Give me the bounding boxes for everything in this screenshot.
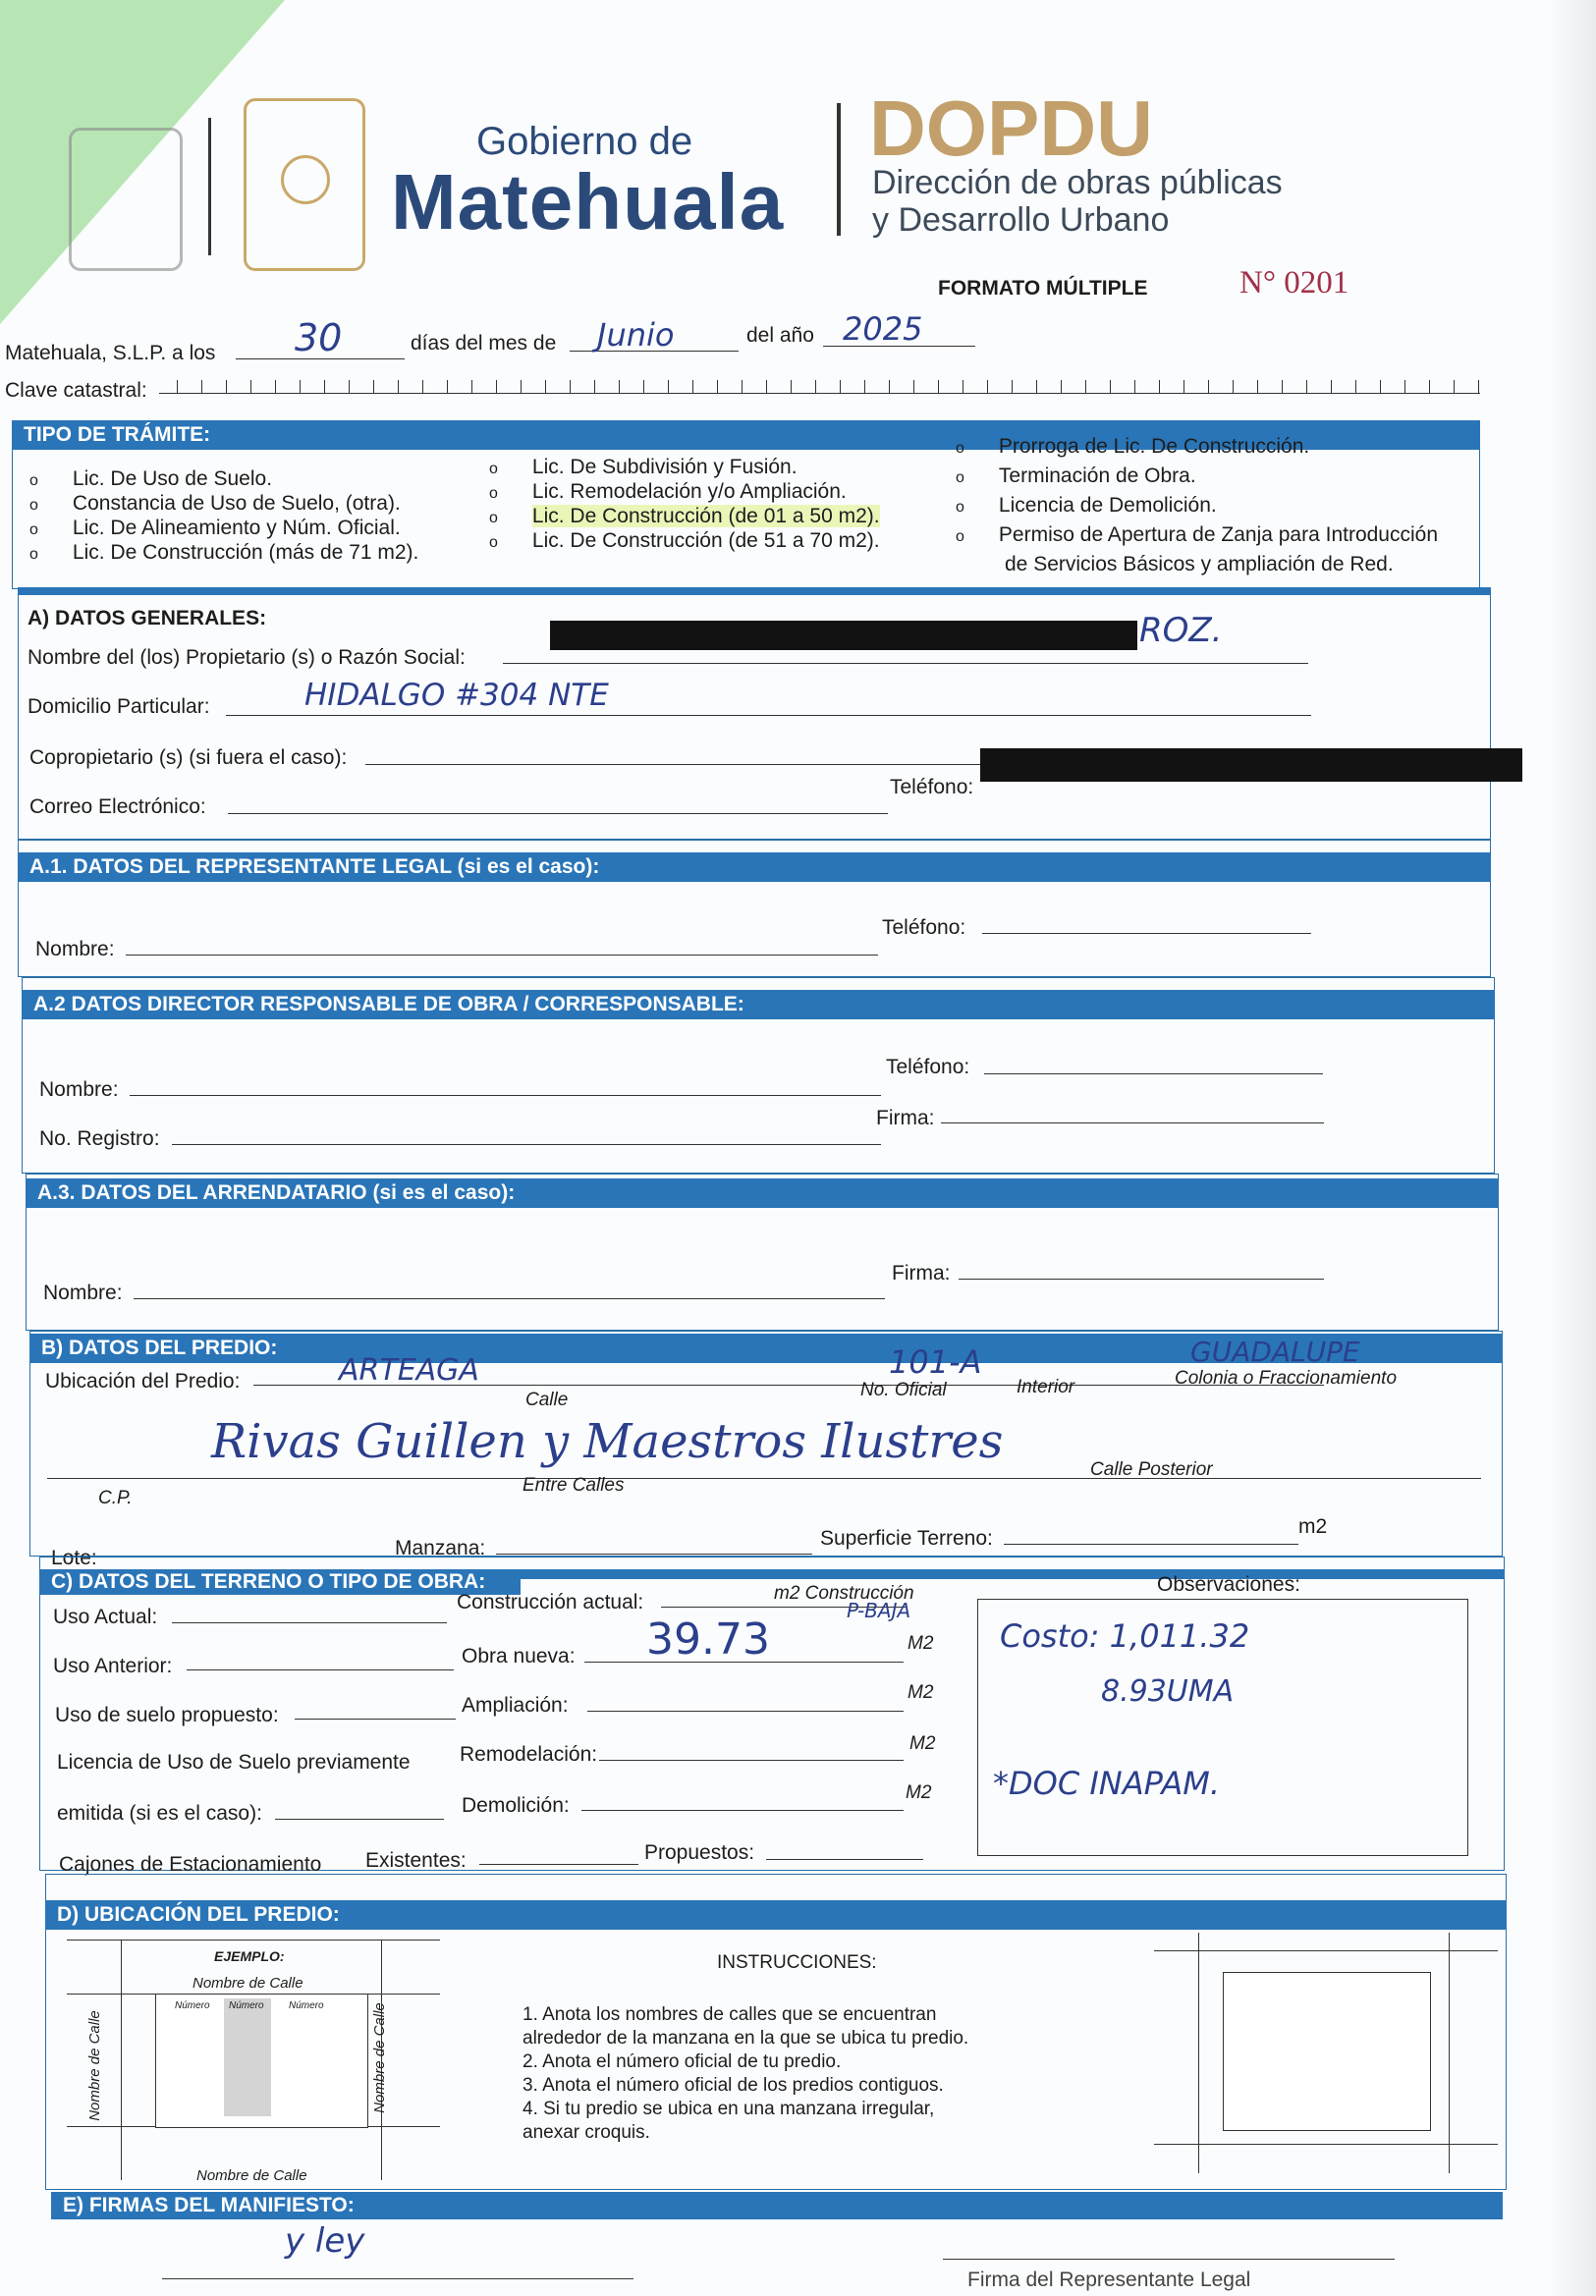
redacted-phone	[980, 748, 1522, 782]
dept-line1: Dirección de obras públicas	[872, 164, 1283, 201]
rep-name-field[interactable]	[126, 955, 878, 956]
predio-street[interactable]: ARTEAGA	[339, 1353, 479, 1388]
rep-phone-label: Teléfono:	[882, 916, 966, 939]
redacted-owner	[550, 621, 1137, 650]
radio-alineamiento[interactable]: o	[29, 521, 38, 538]
street-caption: Calle	[525, 1390, 569, 1410]
p-baja[interactable]: P-BAJA	[847, 1599, 911, 1622]
expansion-label: Ampliación:	[462, 1694, 569, 1717]
new-work-value[interactable]: 39.73	[646, 1614, 770, 1665]
catastral-tick	[275, 380, 276, 394]
rep-name-label: Nombre:	[35, 938, 115, 960]
expansion-unit: M2	[908, 1682, 934, 1703]
owner-label: Nombre del (los) Propietario (s) o Razón Social:	[28, 646, 466, 669]
obs-line1: Costo: 1,011.32	[1000, 1617, 1250, 1655]
license-label-1: Licencia de Uso de Suelo previamente	[57, 1751, 411, 1774]
terreno-title: C) DATOS DEL TERRENO O TIPO DE OBRA:	[39, 1569, 521, 1595]
owner-value[interactable]: ROZ.	[1139, 611, 1223, 650]
catastral-tick	[619, 380, 620, 394]
catastral-tick	[349, 380, 350, 394]
catastral-tick	[1134, 380, 1135, 394]
example-street-right: Nombre de Calle	[370, 2002, 388, 2113]
radio-prorroga[interactable]: o	[956, 440, 964, 457]
area-unit: m2	[1298, 1515, 1328, 1538]
arr-name-field[interactable]	[134, 1298, 885, 1299]
radio-uso-suelo[interactable]: o	[29, 472, 38, 489]
catastral-tick	[987, 380, 988, 394]
gov-line2: Matehuala	[391, 158, 785, 246]
radio-zanja[interactable]: o	[956, 528, 964, 545]
predio-number[interactable]: 101-A	[889, 1343, 982, 1381]
demolition-unit: M2	[906, 1782, 932, 1803]
catastral-tick	[815, 380, 816, 394]
catastral-tick	[1208, 380, 1209, 394]
proposed-field[interactable]	[766, 1859, 923, 1860]
radio-constancia[interactable]: o	[29, 497, 38, 514]
radio-construccion-70[interactable]: o	[489, 534, 498, 551]
catastral-tick	[1429, 380, 1430, 394]
dir-signature-field[interactable]	[941, 1122, 1324, 1123]
catastral-tick	[717, 380, 718, 394]
dir-phone-label: Teléfono:	[886, 1056, 970, 1078]
tramite-title: TIPO DE TRÁMITE:	[12, 420, 1480, 450]
tramite-col1: o Lic. De Uso de Suelo. o Constancia de Uso de Suelo, (otra). o Lic. De Alineamiento y Núm. Oficial. o Lic. De Construcción (más de 71 m2).	[29, 467, 419, 564]
new-work-label: Obra nueva:	[462, 1645, 576, 1667]
catastral-tick	[447, 380, 448, 394]
catastral-tick	[324, 380, 325, 394]
demolition-label: Demolición:	[462, 1794, 570, 1817]
email-label: Correo Electrónico:	[29, 795, 206, 818]
proposed-use-field[interactable]	[295, 1719, 456, 1720]
catastral-tick	[1404, 380, 1405, 394]
proposed-label: Propuestos:	[644, 1841, 755, 1864]
dir-registry-field[interactable]	[172, 1144, 881, 1145]
catastral-tick	[864, 380, 865, 394]
catastral-tick	[1183, 380, 1184, 394]
arr-signature-label: Firma:	[892, 1262, 951, 1285]
catastral-tick	[570, 380, 571, 394]
radio-terminacion[interactable]: o	[956, 469, 964, 486]
blank-map[interactable]	[1154, 1933, 1498, 2173]
predio-colonia[interactable]: GUADALUPE	[1190, 1336, 1360, 1368]
catastral-tick	[398, 380, 399, 394]
date-month[interactable]: Junio	[597, 316, 675, 354]
dept-acronym: DOPDU	[869, 84, 1153, 172]
proposed-use-label: Uso de suelo propuesto:	[55, 1704, 279, 1726]
representante-title: A.1. DATOS DEL REPRESENTANTE LEGAL (si es el caso):	[18, 852, 1491, 882]
example-street-bottom: Nombre de Calle	[196, 2167, 307, 2184]
director-title: A.2 DATOS DIRECTOR RESPONSABLE DE OBRA / CORRESPONSABLE:	[22, 990, 1495, 1019]
radio-construccion-71[interactable]: o	[29, 546, 38, 563]
predio-between-streets[interactable]: Rivas Guillen y Maestros Ilustres	[211, 1414, 1004, 1469]
current-use-field[interactable]	[172, 1622, 447, 1623]
example-numero-3: Número	[289, 2000, 324, 2011]
catastral-tick	[471, 380, 472, 394]
catastral-tick	[594, 380, 595, 394]
dir-name-label: Nombre:	[39, 1078, 119, 1101]
obs-line3: *DOC INAPAM.	[993, 1765, 1220, 1802]
state-coat-of-arms-icon	[69, 128, 183, 271]
m2-construction-caption: m2 Construcción	[774, 1583, 914, 1604]
remodel-unit: M2	[909, 1733, 936, 1754]
radio-demolicion[interactable]: o	[956, 499, 964, 516]
radio-construccion-50[interactable]: o	[489, 510, 498, 526]
ubicacion-title: D) UBICACIÓN DEL PREDIO:	[45, 1900, 1507, 1930]
observations-label: Observaciones:	[1157, 1573, 1300, 1596]
catastral-tick	[1036, 380, 1037, 394]
catastral-tick	[938, 380, 939, 394]
block-field[interactable]	[496, 1554, 812, 1555]
dept-line2: y Desarrollo Urbano	[872, 201, 1170, 239]
predio-title: B) DATOS DEL PREDIO:	[29, 1334, 1503, 1363]
current-use-label: Uso Actual:	[53, 1606, 158, 1628]
signature-value[interactable]: y ley	[285, 2221, 365, 2261]
expansion-field[interactable]	[587, 1711, 904, 1712]
catastral-tick	[1159, 380, 1160, 394]
radio-subdivision[interactable]: o	[489, 461, 498, 477]
license-field[interactable]	[275, 1819, 444, 1820]
area-field[interactable]	[1004, 1544, 1298, 1545]
catastral-tick	[1355, 380, 1356, 394]
date-day[interactable]: 30	[295, 316, 343, 359]
interior-caption: Interior	[1017, 1377, 1075, 1397]
tramite-col3: o Prorroga de Lic. De Construcción. o Terminación de Obra. o Licencia de Demolición. o Permiso de Apertura de Zanja para Introducción de Servicios Básicos y ampliación de Red.	[956, 435, 1439, 575]
catastral-tick	[1061, 380, 1062, 394]
between-caption: Entre Calles	[523, 1475, 625, 1496]
dir-phone-field[interactable]	[984, 1073, 1323, 1074]
catastral-tick	[1331, 380, 1332, 394]
catastral-tick	[766, 380, 767, 394]
catastral-tick	[373, 380, 374, 394]
form-title: FORMATO MÚLTIPLE	[938, 277, 1148, 300]
remodel-label: Remodelación:	[460, 1743, 598, 1766]
catastral-tick	[791, 380, 792, 394]
license-label-2: emitida (si es el caso):	[57, 1802, 262, 1825]
paper-edge	[1549, 0, 1596, 2296]
arr-name-label: Nombre:	[43, 1282, 123, 1304]
example-numero-2: Número	[229, 2000, 264, 2011]
remodel-field[interactable]	[599, 1760, 904, 1761]
catastral-tick	[177, 380, 178, 394]
date-mid: días del mes de	[411, 332, 557, 355]
cp-caption: C.P.	[98, 1488, 133, 1508]
catastral-tick	[496, 380, 497, 394]
observations-box[interactable]	[977, 1599, 1468, 1856]
catastral-tick	[1478, 380, 1479, 394]
catastral-tick	[1085, 380, 1086, 394]
catastral-tick	[889, 380, 890, 394]
parking-label: Cajones de Estacionamiento	[59, 1853, 322, 1876]
block-label: Manzana:	[395, 1537, 486, 1559]
address-label: Domicilio Particular:	[28, 695, 210, 718]
catastral-tick	[1257, 380, 1258, 394]
datos-generales-title: A) DATOS GENERALES:	[28, 607, 267, 629]
dir-name-field[interactable]	[130, 1095, 881, 1096]
dir-registry-label: No. Registro:	[39, 1127, 160, 1150]
catastral-tick	[913, 380, 914, 394]
rep-phone-field[interactable]	[982, 933, 1311, 934]
email-field[interactable]	[228, 813, 888, 814]
catastral-label: Clave catastral:	[5, 379, 147, 402]
gov-line1: Gobierno de	[476, 120, 693, 163]
matehuala-seal-icon	[244, 98, 365, 271]
catastral-tick	[521, 380, 522, 394]
catastral-tick	[1454, 380, 1455, 394]
arr-signature-field[interactable]	[959, 1279, 1324, 1280]
catastral-tick	[1380, 380, 1381, 394]
tramite-col2: o Lic. De Subdivisión y Fusión. o Lic. Remodelación y/o Ampliación. o Lic. De Construcción (de 01 a 50 m2). o Lic. De Construcción (de 51 a 70 m2).	[489, 456, 880, 552]
number-caption: No. Oficial	[860, 1380, 947, 1400]
catastral-tick	[250, 380, 251, 394]
catastral-tick	[1233, 380, 1234, 394]
coowner-label: Copropietario (s) (si fuera el caso):	[29, 746, 348, 769]
existing-label: Existentes:	[365, 1849, 467, 1872]
date-year[interactable]: 2025	[843, 310, 923, 348]
dir-signature-label: Firma:	[876, 1107, 935, 1129]
example-street-left: Nombre de Calle	[85, 2010, 103, 2121]
catastral-tick	[226, 380, 227, 394]
previous-use-label: Uso Anterior:	[53, 1655, 173, 1677]
example-numero-1: Número	[175, 2000, 210, 2011]
existing-field[interactable]	[479, 1864, 638, 1865]
obs-line2: 8.93UMA	[1101, 1674, 1235, 1709]
catastral-tick	[1110, 380, 1111, 394]
catastral-tick	[742, 380, 743, 394]
area-label: Superficie Terreno:	[820, 1527, 993, 1550]
address-value[interactable]: HIDALGO #304 NTE	[304, 678, 609, 713]
catastral-tick	[300, 380, 301, 394]
form-number: N° 0201	[1239, 265, 1349, 301]
new-work-unit: M2	[908, 1633, 934, 1654]
catastral-tick	[692, 380, 693, 394]
catastral-tick	[643, 380, 644, 394]
arrendatario-title: A.3. DATOS DEL ARRENDATARIO (si es el caso):	[26, 1178, 1499, 1208]
catastral-tick	[840, 380, 841, 394]
demolition-field[interactable]	[581, 1810, 904, 1811]
lot-label: Lote:	[51, 1547, 97, 1569]
catastral-tick	[1282, 380, 1283, 394]
catastral-tick	[1012, 380, 1013, 394]
radio-remodelacion[interactable]: o	[489, 485, 498, 502]
catastral-tick	[668, 380, 669, 394]
phone-label: Teléfono:	[890, 776, 974, 798]
instructions-title: INSTRUCCIONES:	[717, 1952, 877, 1973]
catastral-tick	[1306, 380, 1307, 394]
catastral-tick	[201, 380, 202, 394]
previous-use-field[interactable]	[187, 1669, 454, 1670]
current-construction-label: Construcción actual:	[457, 1591, 644, 1613]
date-prefix: Matehuala, S.L.P. a los	[5, 342, 216, 364]
example-street-top: Nombre de Calle	[193, 1975, 303, 1992]
date-year-label: del año	[746, 324, 814, 347]
predio-location-label: Ubicación del Predio:	[45, 1370, 241, 1393]
catastral-tick	[545, 380, 546, 394]
example-map	[67, 1940, 440, 2184]
catastral-tick	[422, 380, 423, 394]
legal-rep-caption: Firma del Representante Legal	[967, 2269, 1251, 2291]
instructions-list: 1. Anota los nombres de calles que se encuentran alrededor de la manzana en la que se ubica tu predio. 2. Anota el número oficial de tu predio. 3. Anota el número oficial de los predios contiguos. 4. Si tu predio se ubica en una manzana irregular, anexar croquis.	[523, 2004, 969, 2143]
colonia-caption: Colonia o Fraccionamiento	[1175, 1368, 1398, 1389]
firmas-title: E) FIRMAS DEL MANIFIESTO:	[51, 2192, 1503, 2219]
back-caption: Calle Posterior	[1090, 1459, 1213, 1480]
example-title: EJEMPLO:	[214, 1948, 285, 1964]
